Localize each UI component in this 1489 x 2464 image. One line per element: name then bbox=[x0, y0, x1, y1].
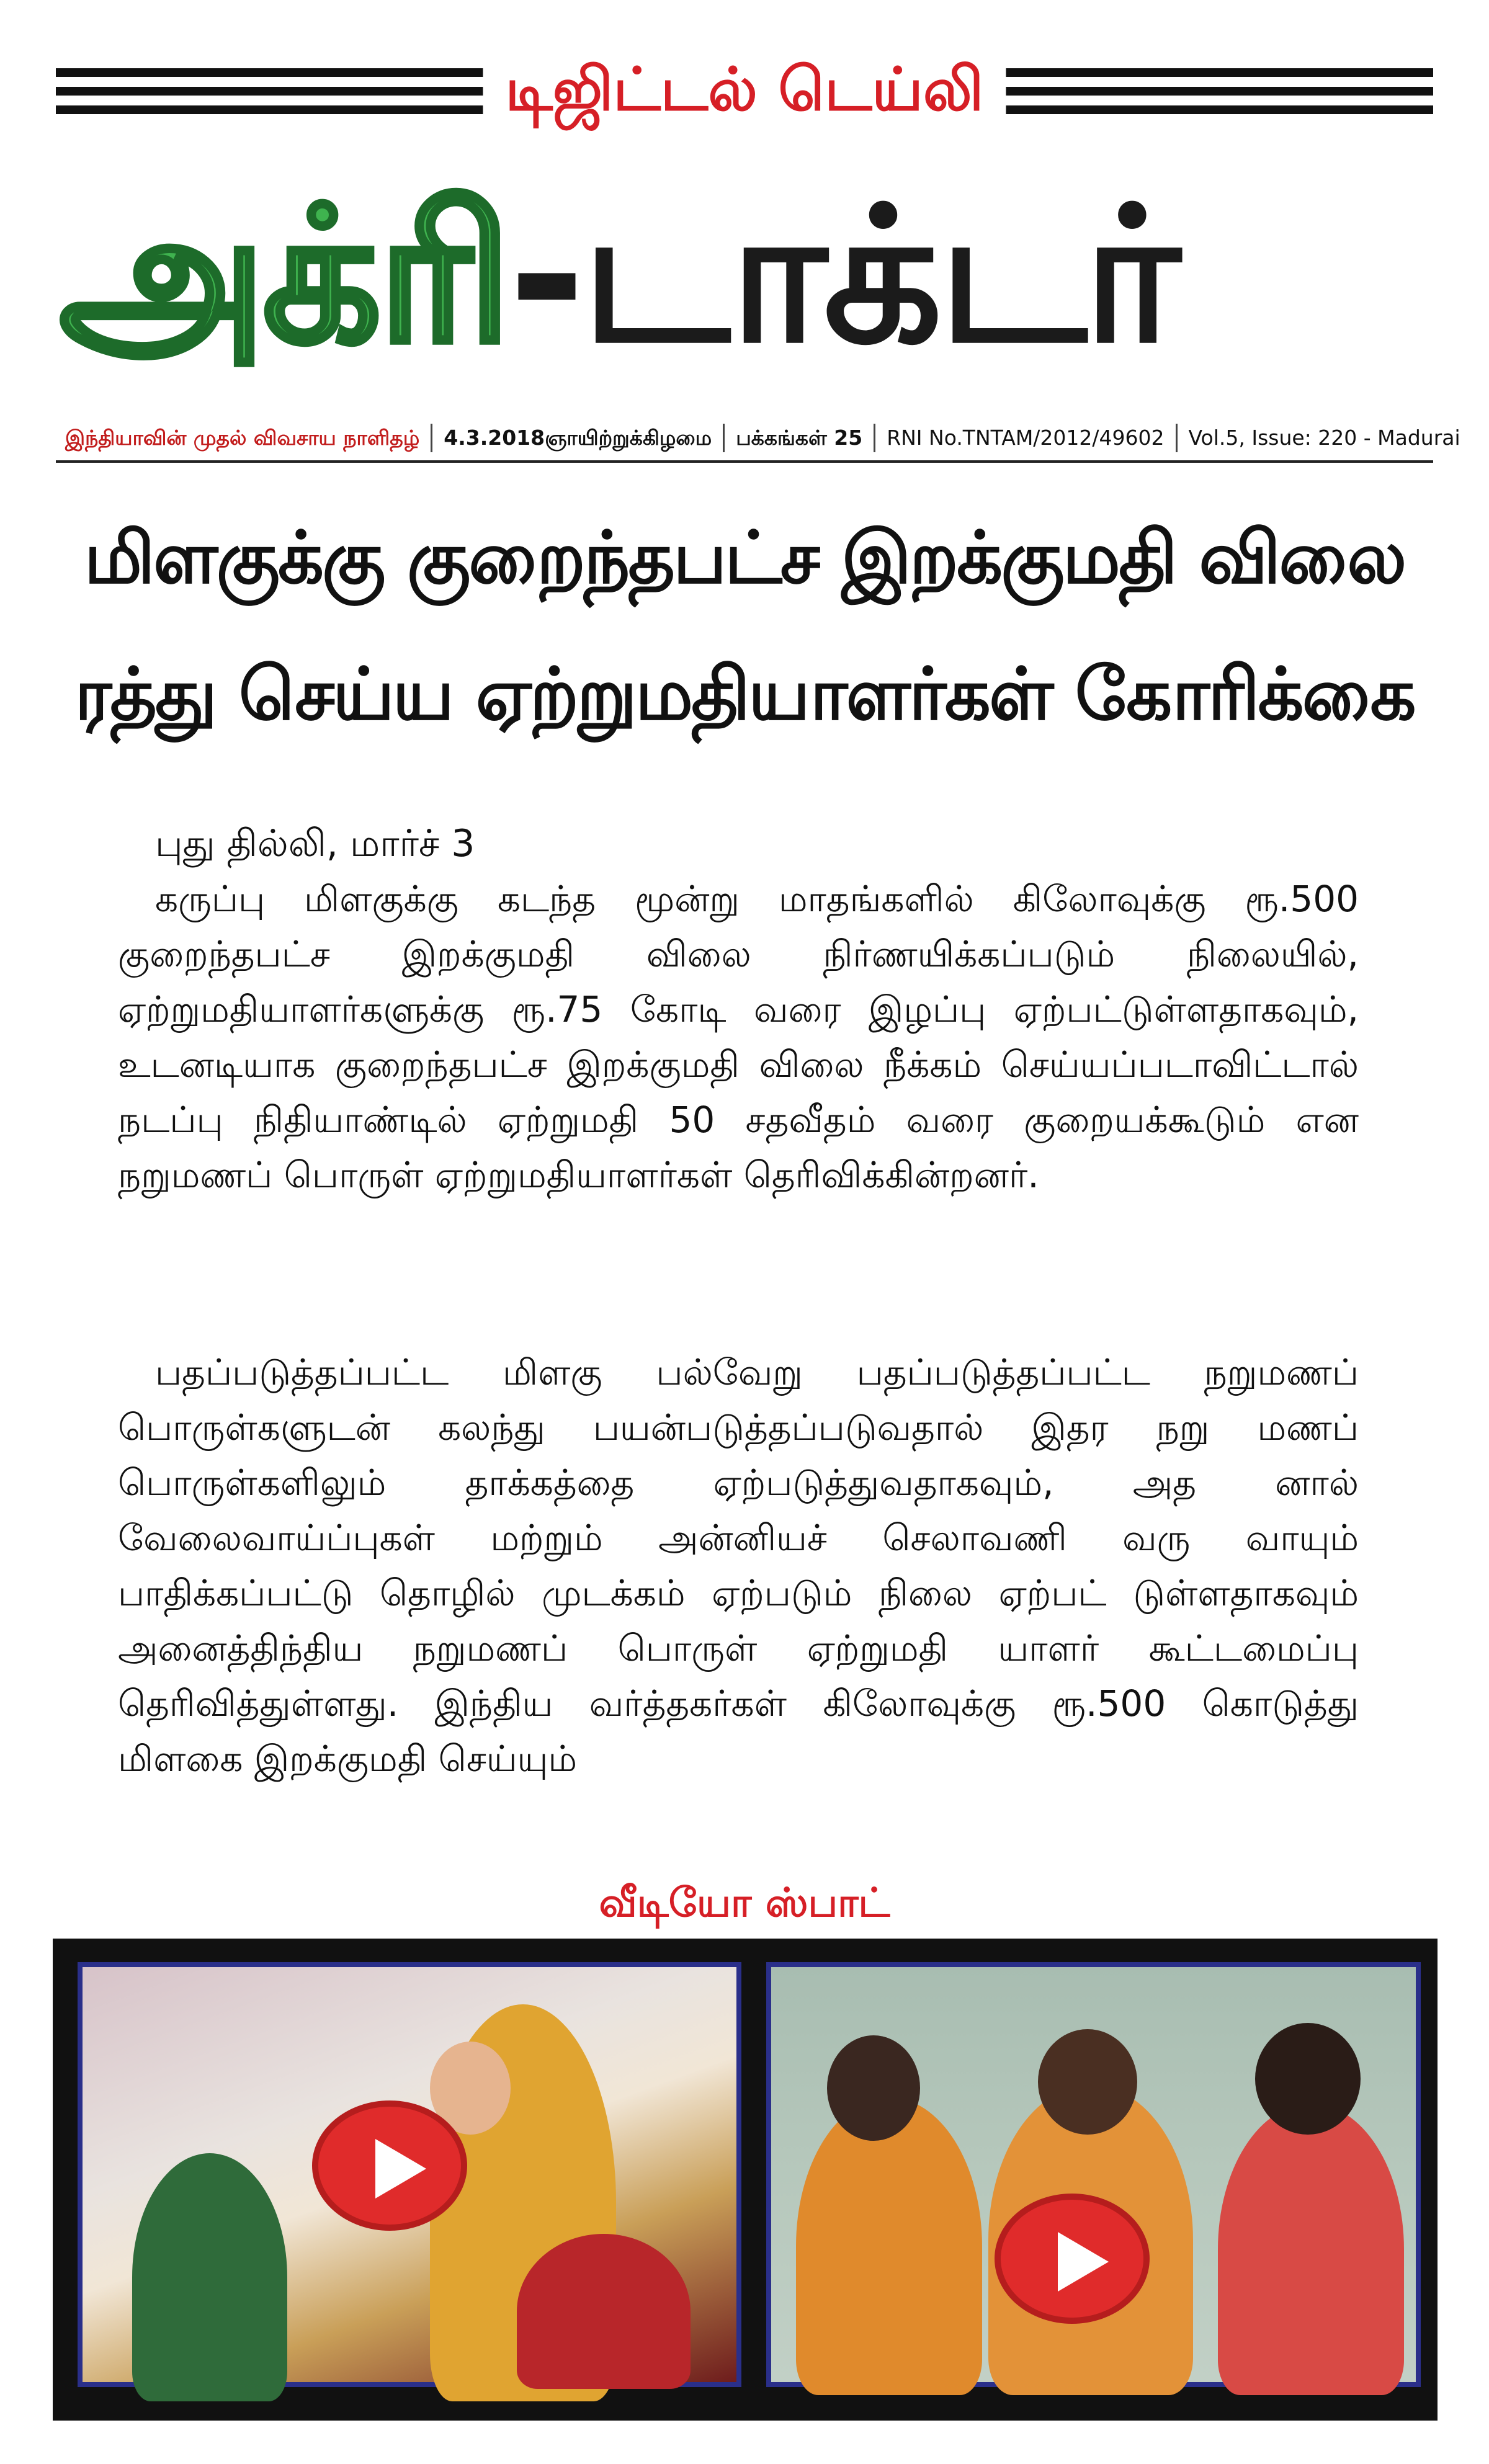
person-figure bbox=[132, 2153, 287, 2401]
person-hair bbox=[1038, 2029, 1137, 2135]
masthead-meta-row bbox=[65, 419, 1460, 457]
person-hair bbox=[827, 2035, 920, 2141]
rni-number: RNI No.TNTAM/2012/49602 bbox=[875, 424, 1177, 452]
person-figure bbox=[796, 2097, 982, 2395]
play-icon[interactable] bbox=[312, 2100, 467, 2231]
edition-band bbox=[56, 43, 1433, 136]
edition-label: டிஜிட்டல் டெய்லி bbox=[483, 46, 1006, 133]
video-thumbnail-2[interactable] bbox=[766, 1962, 1421, 2387]
person-figure bbox=[1218, 2104, 1404, 2395]
page-count: பக்கங்கள் 25 bbox=[725, 424, 875, 452]
video-thumbnail-1[interactable] bbox=[78, 1962, 741, 2387]
headline-line-1: மிளகுக்கு குறைந்தபட்ச இறக்குமதி விலை bbox=[84, 516, 1405, 600]
video-panel bbox=[53, 1939, 1438, 2421]
headline-line-2: ரத்து செய்ய ஏற்றுமதியாளர்கள் கோரிக்கை bbox=[74, 653, 1415, 736]
masthead-logo bbox=[60, 146, 1431, 406]
volume-issue: Vol.5, Issue: 220 - Madurai bbox=[1188, 426, 1460, 450]
headline bbox=[56, 490, 1433, 763]
article-paragraph-2: பதப்படுத்தப்பட்ட மிளகு பல்வேறு பதப்படுத்தப்பட்ட நறுமணப் பொருள்களுடன் கலந்து பயன்படுத்தப்படுவதால் இதர நறு மணப் பொருள்களிலும் தாக்கத்தை ஏற்படுத்துவதாகவும், அத னால் வேலைவாய்ப்புகள் மற்றும் அன்னியச் செலாவணி வரு வாயும் பாதிக்கப்பட்டு தொழில் முடக்கம் ஏற்படும் நிலை ஏற்பட் டுள்ளதாகவும் அனைத்திந்திய நறுமணப் பொருள் ஏற்றுமதி யாளர் கூட்டமைப்பு தெரிவித்துள்ளது. இந்திய வர்த்தகர்கள் கிலோவுக்கு ரூ.500 கொடுத்து மிளகை இறக்குமதி செய்யும் bbox=[118, 1351, 1359, 1780]
issue-date: 4.3.2018ஞாயிற்றுக்கிழமை bbox=[432, 424, 725, 452]
tagline: இந்தியாவின் முதல் விவசாய நாளிதழ் bbox=[65, 424, 432, 452]
person-figure bbox=[517, 2234, 691, 2389]
video-spot-heading: வீடியோ ஸ்பாட் bbox=[599, 1880, 890, 1926]
masthead-dash: - bbox=[508, 167, 582, 384]
divider bbox=[56, 460, 1433, 463]
play-icon[interactable] bbox=[995, 2194, 1150, 2324]
masthead-part1: அக்ரி bbox=[60, 167, 509, 384]
person-hair bbox=[1255, 2023, 1361, 2135]
masthead-part2: டாக்டர் bbox=[581, 167, 1177, 384]
article-paragraph-1: கருப்பு மிளகுக்கு கடந்த மூன்று மாதங்களில் கிலோவுக்கு ரூ.500 குறைந்தபட்ச இறக்குமதி விலை நிர்ணயிக்கப்படும் நிலையில், ஏற்றுமதியாளர்களுக்கு ரூ.75 கோடி வரை இழப்பு ஏற்பட்டுள்ளதாகவும், உடனடியாக குறைந்தபட்ச இறக்குமதி விலை நீக்கம் செய்யப்படாவிட்டால் நடப்பு நிதியாண்டில் ஏற்றுமதி 50 சதவீதம் வரை குறையக்கூடும் என நறுமணப் பொருள் ஏற்றுமதியாளர்கள் தெரிவிக்கின்றனர். bbox=[118, 878, 1359, 1196]
dateline: புது தில்லி, மார்ச் 3 bbox=[155, 822, 475, 865]
